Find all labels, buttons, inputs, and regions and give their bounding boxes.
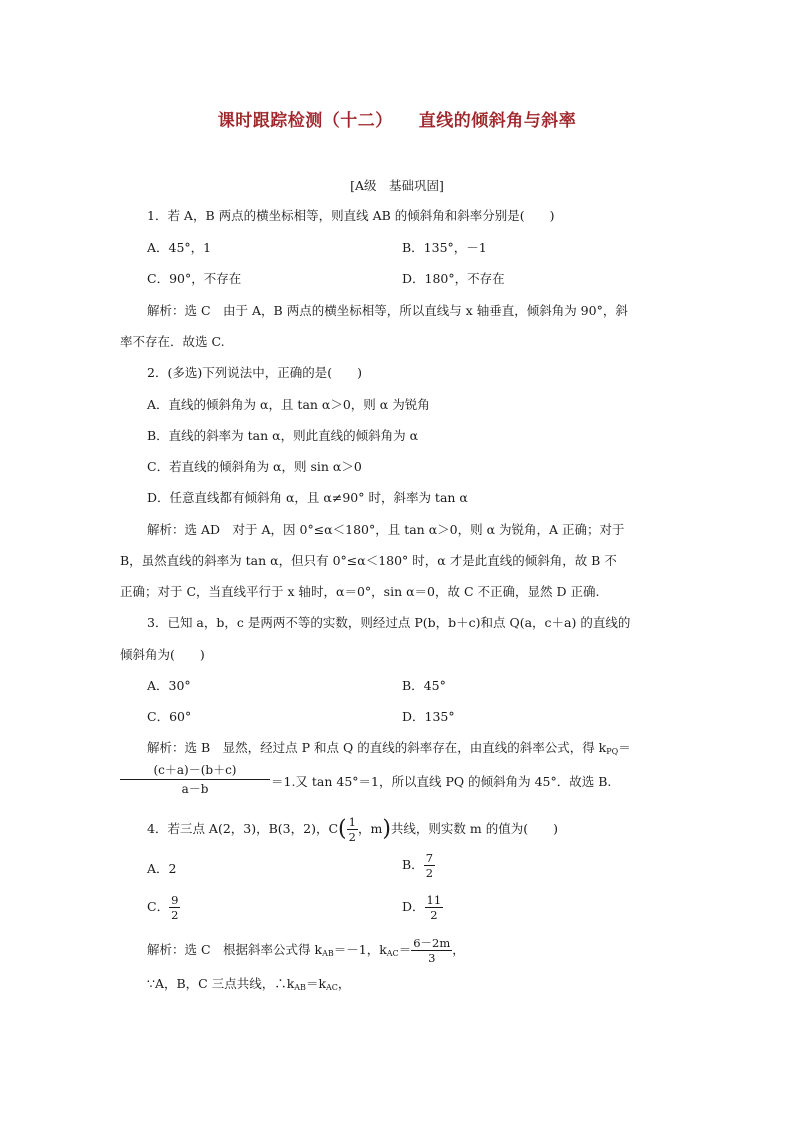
q3-stem-line-1: 3．已知 a，b，c 是两两不等的实数，则经过点 P(b，b＋c)和点 Q(a，c＋a) 的直线的 — [147, 615, 631, 630]
kac-fraction: $\frac{6-2m}{3}$ — [413, 936, 451, 965]
q3-stem-line-2: 倾斜角为( ) — [120, 647, 205, 662]
point-c-x-fraction: $\frac{1}{2}$ — [348, 815, 356, 844]
q2-stem: 2．(多选)下列说法中，正确的是( ) — [147, 365, 362, 380]
q1-option-a: A．45°，1 — [147, 240, 212, 255]
title-left: 课时跟踪检测（十二） — [217, 111, 393, 131]
q4-stem: 4．若三点 A(2，3)，B(3，2)，C( $\frac{1}{2}$ ，m)共线，则实数 m 的值为( ) — [147, 815, 558, 844]
q4-solution-line-2: ∵A，B，C 三点共线，$\therefore k_{AB}=k_{AC}$， — [147, 976, 351, 992]
q3-option-d: D．135° — [402, 709, 455, 724]
q2-solution-line-2: B，虽然直线的斜率为 tan α，但只有 0°≤α＜180° 时，α 才是此直线的倾斜角，故 B 不 — [120, 553, 617, 568]
q4-option-b: B． $\frac{7}{2}$ — [402, 851, 434, 880]
title-right: 直线的倾斜角与斜率 — [418, 111, 577, 131]
q1-solution-line-1: 解析：选 C 由于 A，B 两点的横坐标相等，所以直线与 x 轴垂直，倾斜角为 90°，斜 — [147, 303, 628, 318]
q1-option-c: C．90°，不存在 — [147, 271, 242, 286]
q3-option-b: B．45° — [402, 678, 446, 693]
q3-solution-line-2: ＝1.又 tan 45°＝1，所以直线 PQ 的倾斜角为 45°．故选 B. — [271, 774, 612, 789]
q1-option-d: D．180°，不存在 — [402, 271, 505, 286]
q4-solution-line-1: 解析：选 C 根据斜率公式得 $k_{AB}=-1$，$k_{AC}=$ $\frac{6-2m}{3}$ ， — [147, 936, 465, 965]
q2-solution-line-1: 解析：选 AD 对于 A，因 0°≤α＜180°，且 tan α＞0，则 α 为锐角，A 正确；对于 — [147, 522, 625, 537]
q2-option-d: D．任意直线都有倾斜角 α，且 α≠90° 时，斜率为 tan α — [147, 490, 468, 505]
q4-option-c: C． $\frac{9}{2}$ — [147, 893, 179, 922]
q2-solution-line-3: 正确；对于 C，当直线平行于 x 轴时，α＝0°，sin α＝0，故 C 不正确，显然 D 正确. — [120, 584, 600, 599]
q3-slope-fraction — [120, 761, 270, 798]
q3-option-a: A．30° — [147, 678, 191, 693]
q4-option-d: D． $\frac{11}{2}$ — [402, 893, 442, 922]
q2-option-b: B．直线的斜率为 tan α，则此直线的倾斜角为 α — [147, 428, 419, 443]
q1-solution-line-2: 率不存在．故选 C. — [120, 334, 225, 349]
q2-option-a: A．直线的倾斜角为 α，且 tan α＞0，则 α 为锐角 — [147, 397, 430, 412]
fraction-numerator: (c＋a)－(b＋c) — [153, 763, 237, 777]
q1-option-b: B．135°，－1 — [402, 240, 487, 255]
q4-option-a: A．2 — [147, 861, 177, 876]
fraction-denominator: a－b — [120, 779, 270, 798]
q1-stem: 1．若 A，B 两点的横坐标相等，则直线 AB 的倾斜角和斜率分别是( ) — [147, 208, 555, 223]
q2-option-c: C．若直线的倾斜角为 α，则 sin α＞0 — [147, 459, 362, 474]
q3-solution-line-1: 解析：选 B 显然，经过点 P 和点 Q 的直线的斜率存在，由直线的斜率公式，得 $k_{PQ}=$ — [147, 740, 631, 756]
q3-option-c: C．60° — [147, 709, 192, 724]
section-heading: [A级 基础巩固] — [350, 178, 444, 193]
page-title — [0, 106, 794, 131]
